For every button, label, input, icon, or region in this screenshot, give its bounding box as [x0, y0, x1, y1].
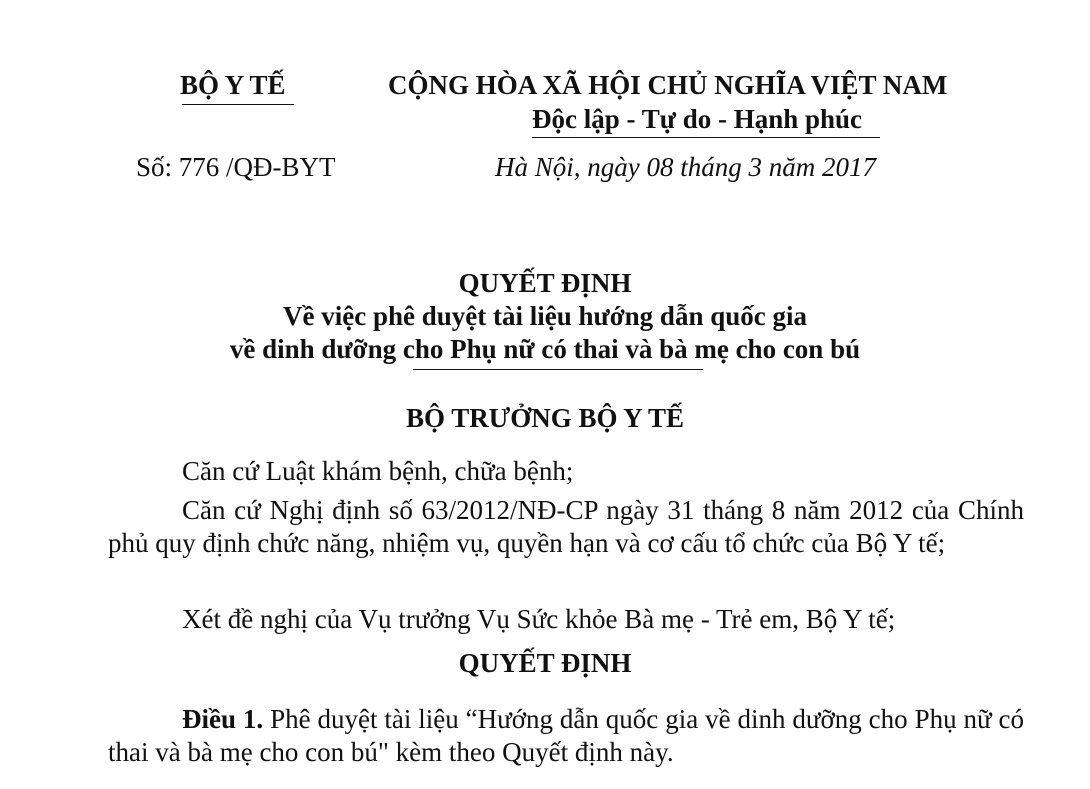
- proposal-paragraph: [108, 603, 1024, 636]
- article-1-label: Điều 1.: [182, 704, 264, 734]
- legal-basis-2: [108, 494, 1024, 560]
- document-subject-line-2: về dinh dưỡng cho Phụ nữ có thai và bà mẹ cho con bú: [229, 334, 861, 364]
- title-separator: [413, 369, 703, 370]
- document-title: QUYẾT ĐỊNH: [458, 268, 632, 298]
- legal-basis-1-text: Căn cứ Luật khám bệnh, chữa bệnh;: [182, 456, 574, 486]
- document-number: Số: 776 /QĐ-BYT: [136, 152, 336, 182]
- proposal-text: Xét đề nghị của Vụ trưởng Vụ Sức khỏe Bà mẹ - Trẻ em, Bộ Y tế;: [182, 604, 896, 634]
- article-1-paragraph: [108, 703, 1024, 769]
- decision-heading: QUYẾT ĐỊNH: [458, 648, 632, 678]
- legal-basis-1: [108, 455, 1024, 488]
- document-subject-line-1: Về việc phê duyệt tài liệu hướng dẫn quốc gia: [283, 301, 807, 331]
- article-1-text: Phê duyệt tài liệu “Hướng dẫn quốc gia về dinh dưỡng cho Phụ nữ có thai và bà mẹ cho con bú" kèm theo Quyết định này.: [108, 704, 1025, 767]
- nation-name: CỘNG HÒA XÃ HỘI CHỦ NGHĨA VIỆT NAM: [388, 70, 948, 100]
- ministry-underline: [182, 104, 294, 105]
- legal-basis-2-text: Căn cứ Nghị định số 63/2012/NĐ-CP ngày 31 tháng 8 năm 2012 của Chính phủ quy định chức năng, nhiệm vụ, quyền hạn và cơ cấu tổ chức của Bộ Y tế;: [108, 495, 1024, 558]
- place-and-date: Hà Nội, ngày 08 tháng 3 năm 2017: [495, 152, 876, 182]
- issuer-title: BỘ TRƯỞNG BỘ Y TẾ: [405, 403, 685, 433]
- motto-underline: [532, 137, 880, 138]
- article-1: [108, 703, 1024, 769]
- ministry-name: BỘ Y TẾ: [180, 70, 286, 100]
- national-motto: Độc lập - Tự do - Hạnh phúc: [532, 104, 863, 134]
